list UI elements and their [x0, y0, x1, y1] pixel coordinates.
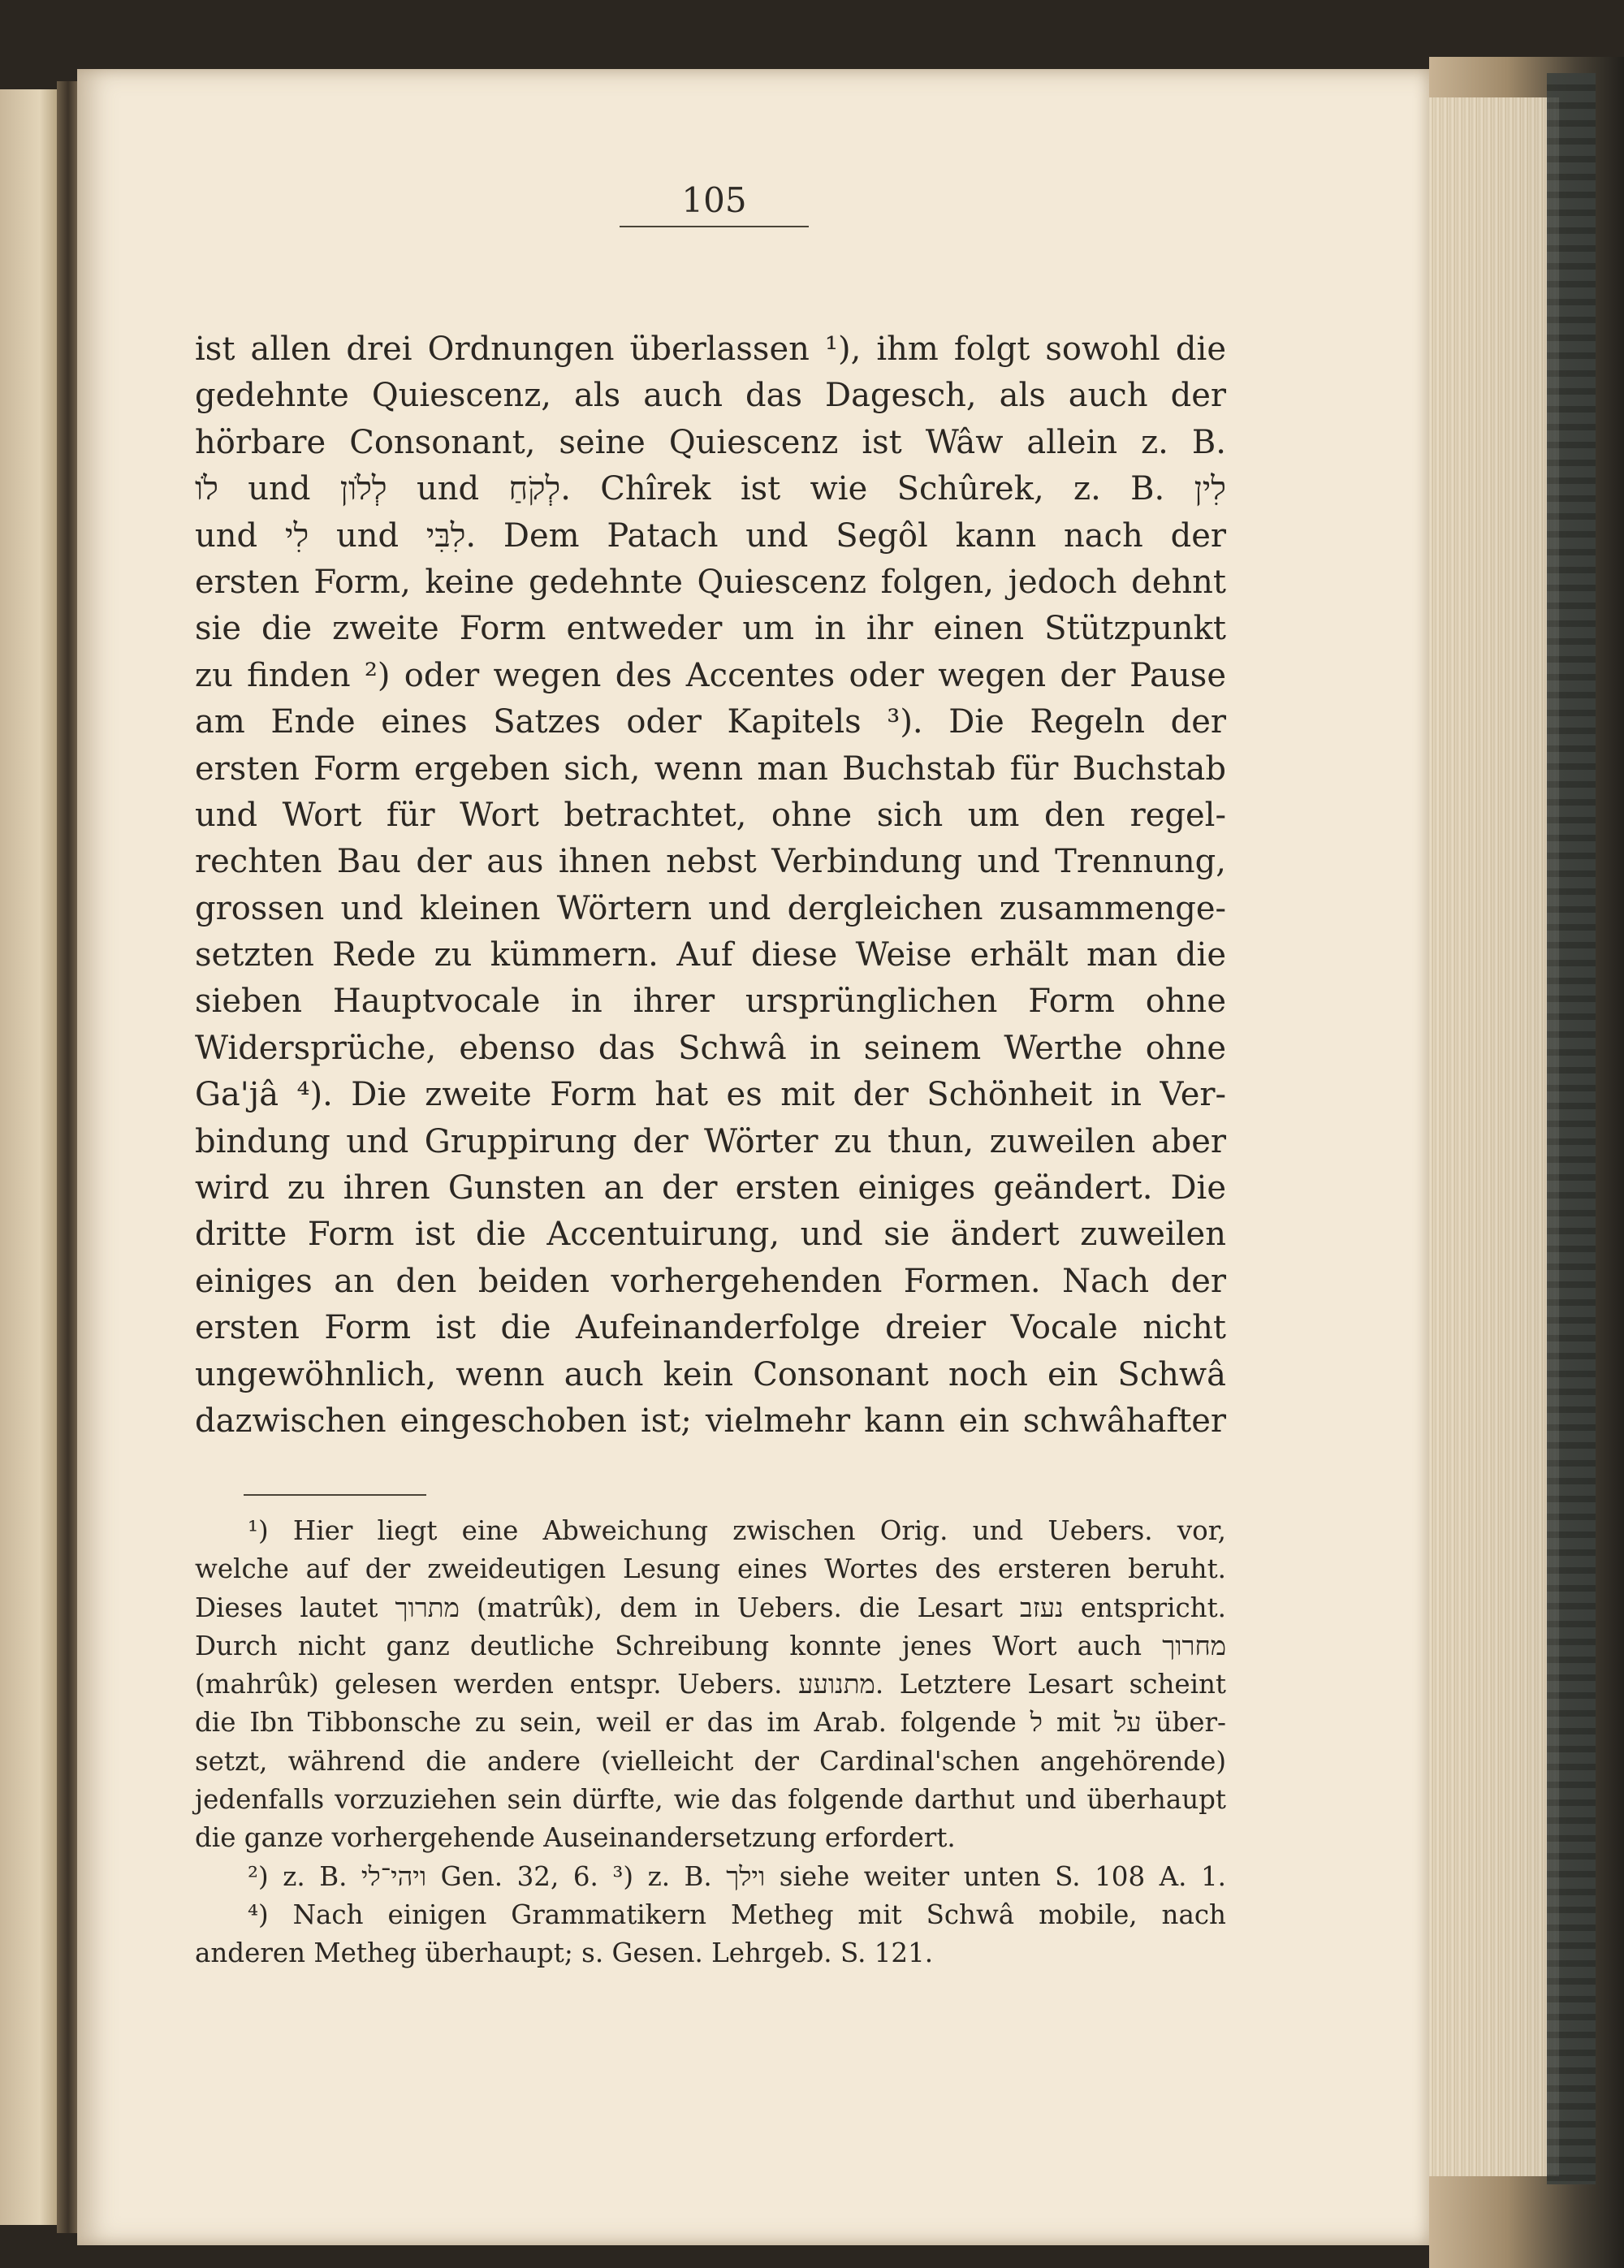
body-line: ist allen drei Ordnungen überlassen ¹), ihm folgt sowohl die — [195, 330, 1226, 368]
body-line: grossen und kleinen Wörtern und dergleichen zusammenge- — [195, 889, 1226, 927]
body-line: und Wort für Wort betrachtet, ohne sich um den regel- — [195, 796, 1226, 834]
body-line: ersten Form ist die Aufeinanderfolge dreier Vocale nicht — [195, 1309, 1226, 1347]
body-line: einiges an den beiden vorhergehenden Formen. Nach der — [195, 1262, 1226, 1300]
footnote-line: die Ibn Tibbonsche zu sein, weil er das im Arab. folgende ל mit על über- — [195, 1707, 1226, 1739]
body-line: dritte Form ist die Accentuirung, und sie ändert zuweilen — [195, 1216, 1226, 1254]
footnote-line: (mahrûk) gelesen werden entspr. Uebers. מתנועע. Letztere Lesart scheint — [195, 1669, 1226, 1700]
body-line: ungewöhnlich, wenn auch kein Consonant noch ein Schwâ — [195, 1355, 1226, 1393]
body-line: Ga'jâ ⁴). Die zweite Form hat es mit der Schönheit in Ver- — [195, 1076, 1226, 1114]
book-gutter — [57, 81, 80, 2233]
body-line: Widersprüche, ebenso das Schwâ in seinem Werthe ohne — [195, 1029, 1226, 1067]
body-line: hörbare Consonant, seine Quiescenz ist Wâw allein z. B. — [195, 423, 1226, 461]
body-line: gedehnte Quiescenz, als auch das Dagesch, als auch der — [195, 377, 1226, 415]
body-line: sie die zweite Form entweder um in ihr einen Stützpunkt — [195, 610, 1226, 648]
body-line: und לִי und לִבִּי. Dem Patach und Segôl kann nach der — [195, 516, 1227, 555]
footnote-line: jedenfalls vorzuziehen sein dürfte, wie das folgende darthut und überhaupt — [195, 1784, 1226, 1816]
page-number: 105 — [681, 180, 747, 220]
previous-page-edge — [0, 89, 57, 2225]
body-line: dazwischen eingeschoben ist; vielmehr kann ein schwâhafter — [195, 1402, 1226, 1440]
body-line: bindung und Gruppirung der Wörter zu thun, zuweilen aber — [195, 1122, 1226, 1160]
body-line: sieben Hauptvocale in ihrer ursprünglichen Form ohne — [195, 983, 1226, 1021]
body-line: wird zu ihren Gunsten an der ersten einiges geändert. Die — [195, 1169, 1226, 1207]
footnote-line: ²) z. B. ויהי־לי Gen. 32, 6. ³) z. B. וילך siehe weiter unten S. 108 A. 1. — [248, 1860, 1226, 1892]
body-line: ersten Form ergeben sich, wenn man Buchstab für Buchstab — [195, 750, 1226, 788]
header-rule — [620, 226, 809, 227]
footnote-line: anderen Metheg überhaupt; s. Gesen. Lehrgeb. S. 121. — [195, 1938, 934, 1969]
footnote-line: die ganze vorhergehende Auseinandersetzung erfordert. — [195, 1822, 956, 1854]
body-line: am Ende eines Satzes oder Kapitels ³). Die Regeln der — [195, 703, 1226, 741]
body-line: לֹו und לְלֹון und לְקֹחַ. Chîrek ist wie Schûrek, z. B. לִין — [195, 470, 1226, 508]
cover-binding — [1547, 73, 1596, 2184]
body-line: ersten Form, keine gedehnte Quiescenz folgen, jedoch dehnt — [195, 563, 1226, 601]
footnote-line: ¹) Hier liegt eine Abweichung zwischen Orig. und Uebers. vor, — [248, 1515, 1226, 1546]
footnote-rule — [244, 1494, 426, 1496]
footnotes — [195, 1512, 1226, 1973]
body-text — [195, 326, 1226, 1445]
body-line: rechten Bau der aus ihnen nebst Verbindung und Trennung, — [195, 843, 1226, 881]
footnote-line: Dieses lautet מתרוך (matrûk), dem in Uebers. die Lesart נעזב entspricht. — [195, 1592, 1226, 1623]
footnote-line: Durch nicht ganz deutliche Schreibung konnte jenes Wort auch מחרוך — [195, 1630, 1226, 1661]
footnote-line: welche auf der zweideutigen Lesung eines Wortes des ersteren beruht. — [195, 1553, 1226, 1585]
footnote-line: setzt, während die andere (vielleicht der Cardinal'schen angehörende) — [195, 1745, 1226, 1777]
body-line: setzten Rede zu kümmern. Auf diese Weise erhält man die — [195, 936, 1226, 974]
body-line: zu finden ²) oder wegen des Accentes oder wegen der Pause — [195, 656, 1226, 694]
footnote-line: ⁴) Nach einigen Grammatikern Metheg mit Schwâ mobile, nach — [248, 1899, 1226, 1930]
